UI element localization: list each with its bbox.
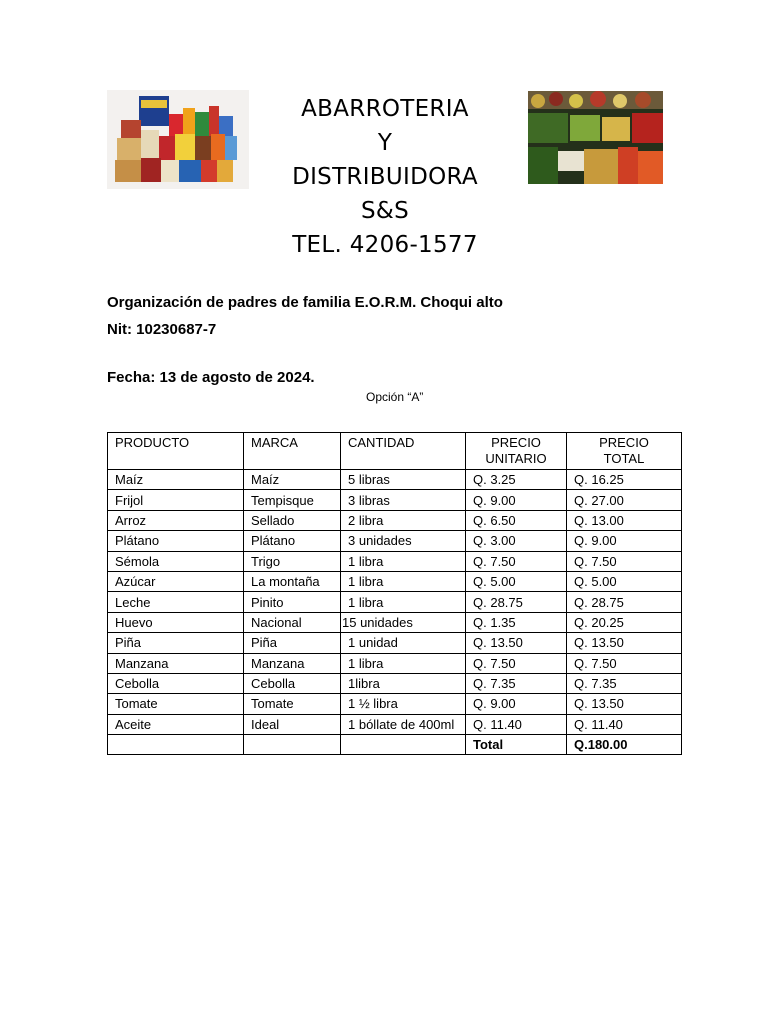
cell-precio-total: Q. 13.50 <box>567 633 682 653</box>
table-row <box>108 633 682 653</box>
title-line-3: DISTRIBUIDORA <box>292 164 478 190</box>
cell-cantidad: 2 libra <box>341 510 466 530</box>
cell-producto: Aceite <box>108 714 244 734</box>
total-empty-cell <box>108 735 244 755</box>
invoice-date: Fecha: 13 de agosto de 2024. <box>107 369 315 386</box>
cell-marca: Tempisque <box>244 490 341 510</box>
cell-cantidad: 3 libras <box>341 490 466 510</box>
cell-precio-total: Q. 20.25 <box>567 612 682 632</box>
cell-precio-total: Q. 28.75 <box>567 592 682 612</box>
cell-precio-unitario: Q. 1.35 <box>466 612 567 632</box>
cell-cantidad: 1 ½ libra <box>341 694 466 714</box>
cell-precio-total: Q. 7.35 <box>567 673 682 693</box>
table-row <box>108 510 682 530</box>
cell-cantidad: 1 unidad <box>341 633 466 653</box>
cell-marca: Manzana <box>244 653 341 673</box>
cell-precio-total: Q. 13.50 <box>567 694 682 714</box>
cell-producto: Cebolla <box>108 673 244 693</box>
cell-precio-total: Q. 11.40 <box>567 714 682 734</box>
cell-precio-unitario: Q. 6.50 <box>466 510 567 530</box>
title-line-4: S&S <box>360 198 410 224</box>
cell-precio-unitario: Q. 5.00 <box>466 571 567 591</box>
store-title <box>270 92 500 262</box>
cell-precio-unitario: Q. 9.00 <box>466 490 567 510</box>
table-header-row <box>108 433 682 470</box>
cell-cantidad: 1 libra <box>341 571 466 591</box>
header-marca: MARCA <box>244 433 341 470</box>
cell-producto: Huevo <box>108 612 244 632</box>
cell-marca: Ideal <box>244 714 341 734</box>
cell-marca: Pinito <box>244 592 341 612</box>
cell-producto: Plátano <box>108 531 244 551</box>
table-row <box>108 531 682 551</box>
total-empty-cell <box>244 735 341 755</box>
cell-producto: Azúcar <box>108 571 244 591</box>
cell-producto: Sémola <box>108 551 244 571</box>
nit-number: Nit: 10230687-7 <box>107 321 217 338</box>
title-phone: TEL. 4206-1577 <box>292 232 478 258</box>
cell-cantidad: 1 libra <box>341 551 466 571</box>
table-row <box>108 571 682 591</box>
cell-cantidad: 3 unidades <box>341 531 466 551</box>
table-row <box>108 653 682 673</box>
cell-precio-unitario: Q. 7.50 <box>466 551 567 571</box>
cell-precio-total: Q. 7.50 <box>567 551 682 571</box>
cell-precio-unitario: Q. 7.50 <box>466 653 567 673</box>
cell-marca: Tomate <box>244 694 341 714</box>
cell-marca: Nacional <box>244 612 341 632</box>
table-row <box>108 470 682 490</box>
cell-precio-unitario: Q. 28.75 <box>466 592 567 612</box>
total-label: Total <box>466 735 567 755</box>
header-producto: PRODUCTO <box>108 433 244 470</box>
cell-precio-total: Q. 9.00 <box>567 531 682 551</box>
cell-producto: Piña <box>108 633 244 653</box>
cell-marca: Maíz <box>244 470 341 490</box>
option-label: Opción “A” <box>366 390 424 404</box>
cell-precio-unitario: Q. 3.25 <box>466 470 567 490</box>
cell-marca: Cebolla <box>244 673 341 693</box>
cell-precio-total: Q. 27.00 <box>567 490 682 510</box>
header-cantidad: CANTIDAD <box>341 433 466 470</box>
cell-marca: Sellado <box>244 510 341 530</box>
table-row <box>108 551 682 571</box>
cell-marca: Plátano <box>244 531 341 551</box>
cell-marca: Piña <box>244 633 341 653</box>
cell-precio-unitario: Q. 13.50 <box>466 633 567 653</box>
cell-precio-total: Q. 16.25 <box>567 470 682 490</box>
header-precio-unitario: PRECIO UNITARIO <box>466 433 567 470</box>
cell-cantidad: 1libra <box>341 673 466 693</box>
table-row <box>108 694 682 714</box>
products-table <box>107 432 682 755</box>
table-row <box>108 714 682 734</box>
table-row <box>108 612 682 632</box>
cell-cantidad: 15 unidades <box>341 612 466 632</box>
cell-precio-unitario: Q. 3.00 <box>466 531 567 551</box>
organization-name: Organización de padres de familia E.O.R.M. Choqui alto <box>107 294 503 311</box>
table-row <box>108 673 682 693</box>
cell-producto: Maíz <box>108 470 244 490</box>
cell-marca: La montaña <box>244 571 341 591</box>
header-precio-total: PRECIO TOTAL <box>567 433 682 470</box>
title-line-1: ABARROTERIA <box>301 96 469 122</box>
table-row <box>108 592 682 612</box>
cell-cantidad: 1 libra <box>341 592 466 612</box>
cell-precio-total: Q. 5.00 <box>567 571 682 591</box>
cell-producto: Tomate <box>108 694 244 714</box>
table-row <box>108 490 682 510</box>
groceries-products-image <box>107 90 249 189</box>
cell-precio-unitario: Q. 7.35 <box>466 673 567 693</box>
cell-cantidad: 5 libras <box>341 470 466 490</box>
cell-cantidad: 1 libra <box>341 653 466 673</box>
cell-precio-total: Q. 13.00 <box>567 510 682 530</box>
cell-cantidad: 1 bóllate de 400ml <box>341 714 466 734</box>
cell-precio-total: Q. 7.50 <box>567 653 682 673</box>
total-row <box>108 735 682 755</box>
cell-producto: Leche <box>108 592 244 612</box>
title-line-2: Y <box>377 130 393 156</box>
cell-producto: Manzana <box>108 653 244 673</box>
cell-producto: Arroz <box>108 510 244 530</box>
total-value: Q.180.00 <box>567 735 682 755</box>
cell-precio-unitario: Q. 11.40 <box>466 714 567 734</box>
produce-market-image <box>528 91 663 184</box>
cell-precio-unitario: Q. 9.00 <box>466 694 567 714</box>
total-empty-cell <box>341 735 466 755</box>
cell-marca: Trigo <box>244 551 341 571</box>
cell-producto: Frijol <box>108 490 244 510</box>
